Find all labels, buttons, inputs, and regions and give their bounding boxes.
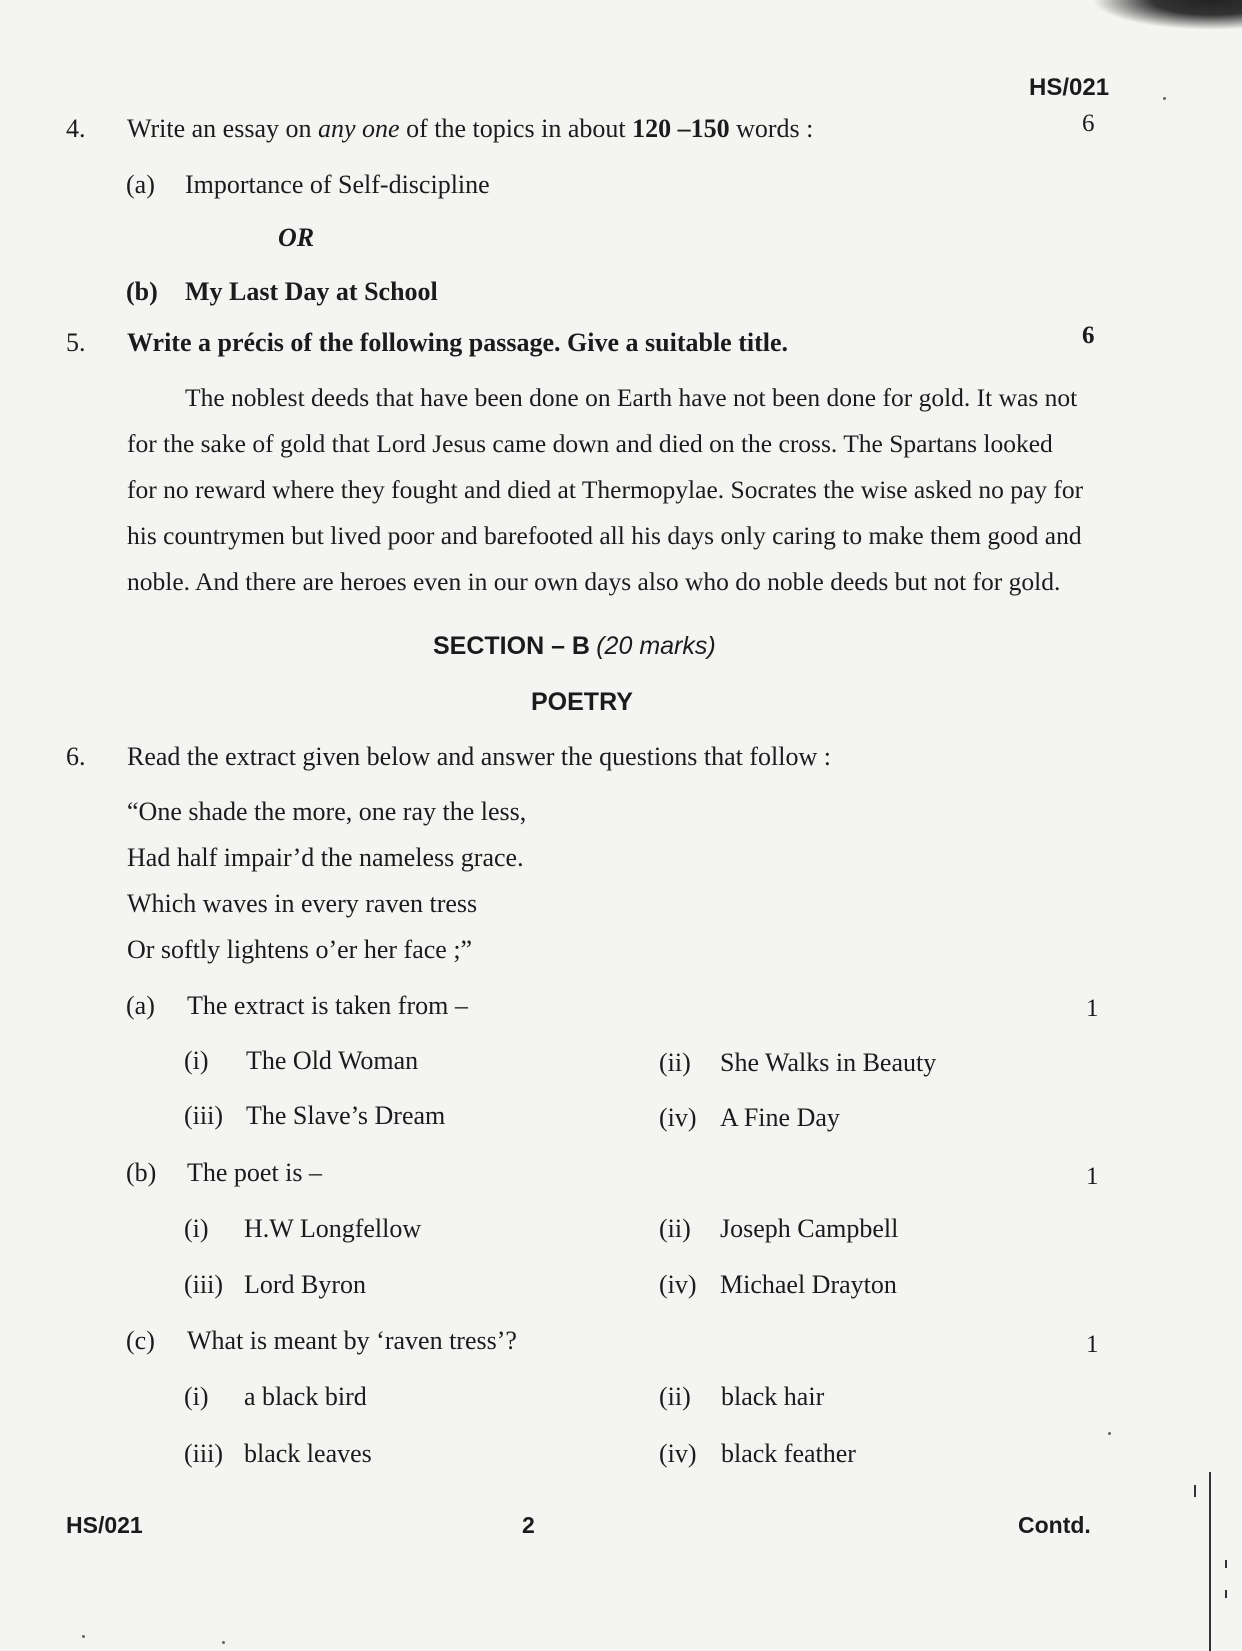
q5-passage-line: The noblest deeds that have been done on Earth have not been done for gold. It was not [185, 383, 1078, 412]
q5-passage-line: for the sake of gold that Lord Jesus came down and died on the cross. The Spartans looked [127, 429, 1053, 458]
q6-number: 6. [66, 742, 86, 771]
q4-number: 4. [66, 114, 86, 143]
q6c-option-label: (iv) [659, 1439, 697, 1468]
scan-speck [1108, 1432, 1111, 1435]
scan-edge-tick [1225, 1560, 1227, 1568]
q6b-option-text: H.W Longfellow [244, 1214, 422, 1243]
footer-code: HS/021 [66, 1512, 143, 1538]
section-heading [433, 632, 716, 661]
q6a-option-label: (i) [184, 1046, 209, 1075]
q6a-label: (a) [126, 991, 155, 1020]
q6b-option-label: (ii) [659, 1214, 691, 1243]
scan-edge-tick [1194, 1485, 1196, 1497]
q6-extract-line: “One shade the more, one ray the less, [127, 797, 527, 826]
q6b-option-label: (iii) [184, 1270, 223, 1299]
q6-prompt: Read the extract given below and answer the questions that follow : [127, 742, 831, 771]
q6-extract-line: Or softly lightens o’er her face ;” [127, 935, 473, 964]
section-subtitle: POETRY [531, 688, 633, 716]
scan-corner-shadow [1092, 0, 1242, 30]
q6b-marks: 1 [1086, 1163, 1099, 1190]
scan-speck [1163, 97, 1166, 100]
q5-passage-line: noble. And there are heroes even in our own days also who do noble deeds but not for gold. [127, 567, 1061, 596]
q6c-option-label: (i) [184, 1382, 209, 1411]
scan-speck [82, 1635, 85, 1638]
q6a-option-label: (ii) [659, 1048, 691, 1077]
footer-page-number: 2 [522, 1512, 535, 1538]
footer-contd: Contd. [1018, 1512, 1091, 1538]
q6a-option-label: (iii) [184, 1101, 223, 1130]
q4-prompt-mid: of the topics in about [399, 114, 633, 143]
scan-edge-line [1209, 1472, 1211, 1651]
q4-or: OR [278, 223, 315, 252]
q6c-label: (c) [126, 1326, 155, 1355]
q4-option-a-label: (a) [126, 170, 155, 199]
scan-edge-tick [1225, 1590, 1227, 1598]
q6b-option-label: (iv) [659, 1270, 697, 1299]
q6a-option-text: The Slave’s Dream [246, 1101, 446, 1130]
q6c-option-text: black leaves [244, 1439, 372, 1468]
q5-passage-line: for no reward where they fought and died at Thermopylae. Socrates the wise asked no pay for [127, 475, 1084, 504]
q5-marks: 6 [1082, 322, 1095, 349]
q4-prompt-em: any one [318, 114, 400, 143]
q6b-option-text: Joseph Campbell [720, 1214, 899, 1243]
q6c-text: What is meant by ‘raven tress’? [187, 1326, 517, 1355]
q4-prompt [127, 114, 813, 144]
q4-prompt-bold: 120 –150 [632, 114, 730, 143]
q6c-option-text: black hair [721, 1382, 825, 1411]
q4-option-b-text: My Last Day at School [185, 277, 438, 306]
q6a-option-text: A Fine Day [720, 1103, 840, 1132]
header-code: HS/021 [1029, 74, 1110, 101]
scan-speck [222, 1641, 225, 1644]
q4-prompt-pre: Write an essay on [127, 114, 319, 143]
q6c-option-text: black feather [721, 1439, 856, 1468]
q4-option-b-label: (b) [126, 277, 158, 306]
q6c-option-label: (ii) [659, 1382, 691, 1411]
q4-marks: 6 [1082, 110, 1095, 137]
q6b-option-label: (i) [184, 1214, 209, 1243]
q4-option-a-text: Importance of Self-discipline [185, 170, 490, 199]
q4-prompt-post: words : [729, 114, 814, 143]
q6b-label: (b) [126, 1158, 157, 1187]
q6c-marks: 1 [1086, 1331, 1099, 1358]
section-title: SECTION – B [433, 632, 590, 660]
q6a-option-text: She Walks in Beauty [720, 1048, 937, 1077]
q6-extract-line: Had half impair’d the nameless grace. [127, 843, 524, 872]
q6a-option-text: The Old Woman [246, 1046, 419, 1075]
q6c-option-text: a black bird [244, 1382, 367, 1411]
q5-passage-line: his countrymen but lived poor and barefooted all his days only caring to make them good and [127, 521, 1082, 550]
q5-prompt: Write a précis of the following passage. Give a suitable title. [127, 328, 789, 357]
q6b-text: The poet is – [187, 1158, 323, 1187]
q6c-option-label: (iii) [184, 1439, 223, 1468]
q6a-marks: 1 [1086, 995, 1099, 1022]
q6-extract-line: Which waves in every raven tress [127, 889, 478, 918]
q5-number: 5. [66, 328, 86, 357]
section-marks: (20 marks) [596, 632, 716, 660]
q6b-option-text: Michael Drayton [720, 1270, 897, 1299]
q6a-text: The extract is taken from – [187, 991, 468, 1020]
q6a-option-label: (iv) [659, 1103, 697, 1132]
q6b-option-text: Lord Byron [244, 1270, 367, 1299]
